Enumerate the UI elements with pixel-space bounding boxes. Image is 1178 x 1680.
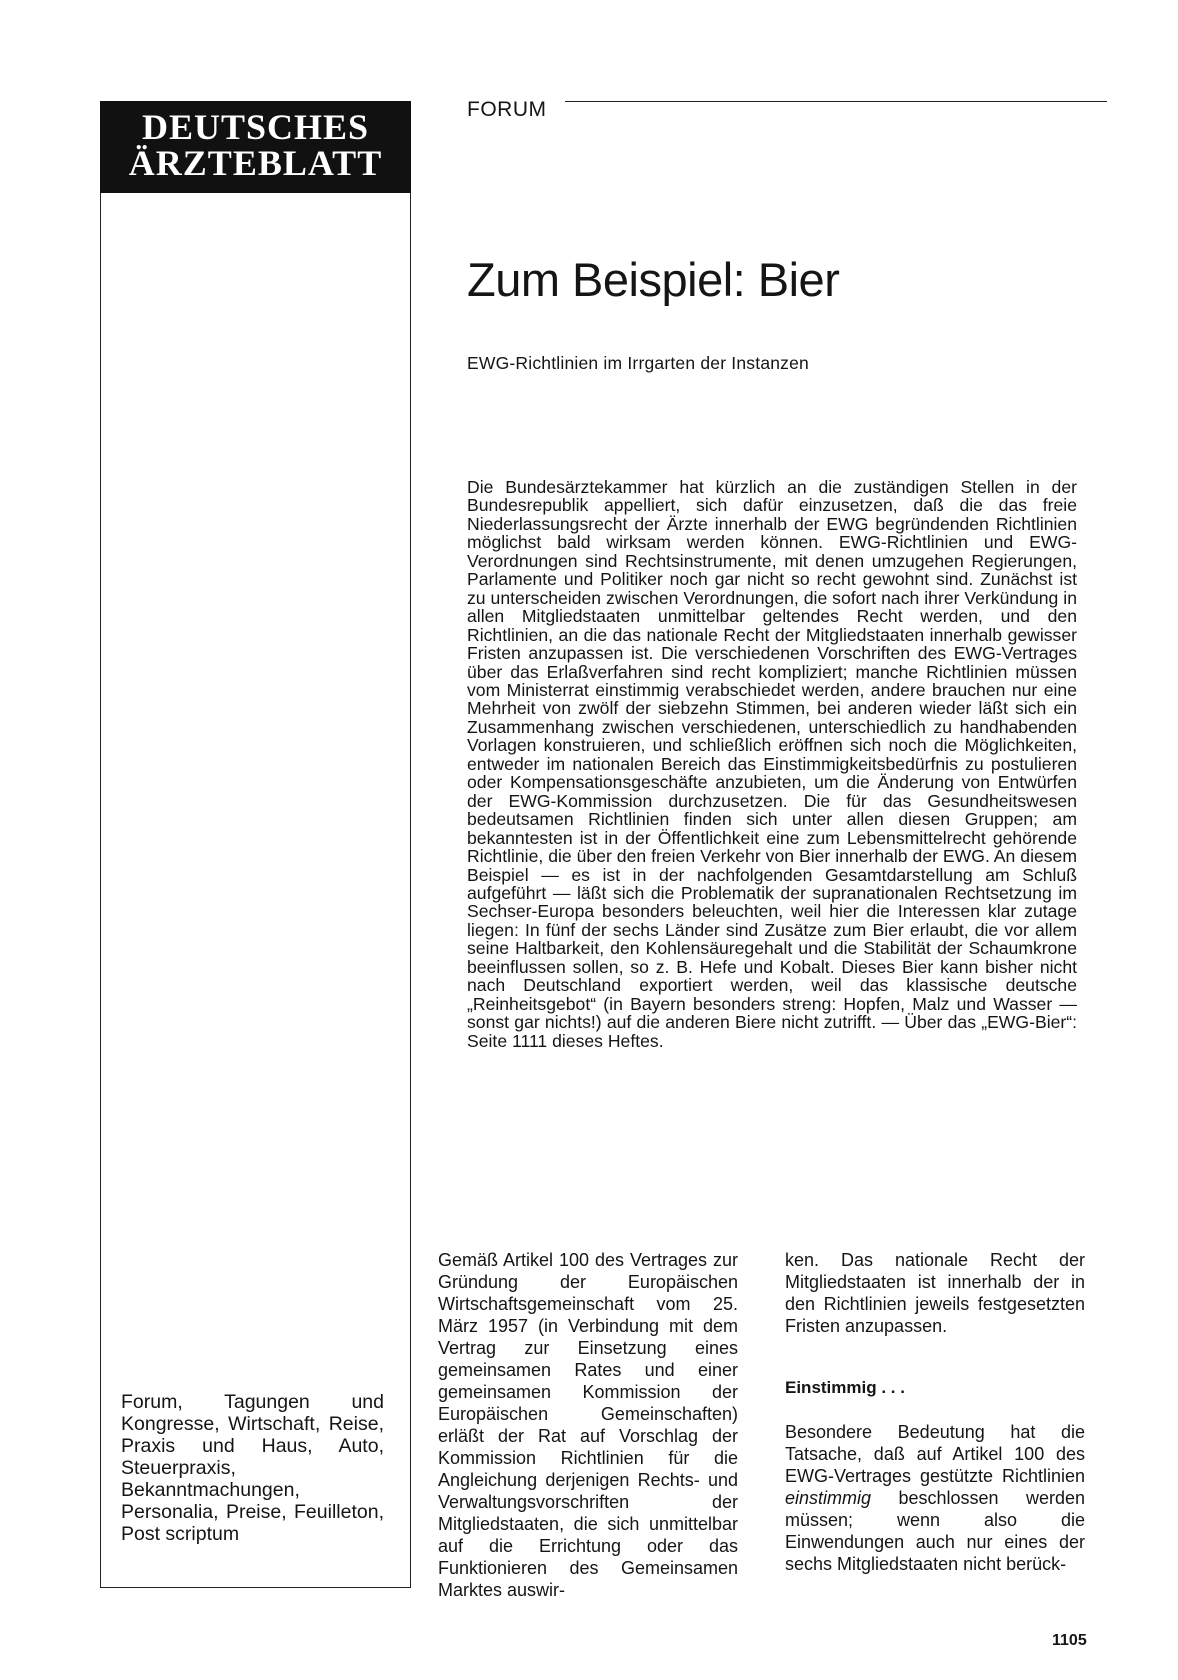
emphasis-text: einstimmig	[785, 1488, 872, 1508]
section-heading: Einstimmig . . .	[785, 1378, 905, 1397]
column-2-text-b: beschlossen werden müssen; wenn also die Einwendungen auch nur eines der sechs Mitgliedstaaten nicht berück-	[785, 1488, 1085, 1574]
page-number: 1105	[1052, 1632, 1087, 1649]
section-label: FORUM	[467, 98, 547, 121]
body-column-2	[785, 1249, 1085, 1575]
column-1-paragraph: Gemäß Artikel 100 des Vertrages zur Gründung der Europäischen Wirtschaftsgemeinschaft vom 25. März 1957 (in Verbindung mit dem Vertrag zur Einsetzung eines gemeinsamen Rates und einer gemeinsamen Kommission der Europäischen Gemeinschaften) erläßt der Rat auf Vorschlag der Kommission Richtlinien für die Angleichung derjenigen Rechts- und Verwaltungsvorschriften der Mitgliedstaaten, die sich unmittelbar auf die Errichtung oder das Funktionieren des Gemeinsamen Marktes auswir-	[438, 1250, 738, 1600]
article-title: Zum Beispiel: Bier	[467, 253, 840, 306]
column-2-paragraph-1: ken. Das nationale Recht der Mitgliedstaaten ist innerhalb der in den Richtlinien jeweils festgesetzten Fristen anzupassen.	[785, 1250, 1085, 1336]
article-subtitle: EWG-Richtlinien im Irrgarten der Instanzen	[467, 353, 809, 373]
masthead-logo	[100, 101, 411, 193]
body-column-1	[438, 1249, 738, 1601]
column-2-text-a: Besondere Bedeutung hat die Tatsache, daß auf Artikel 100 des EWG-Vertrages gestützte Richtlinien	[785, 1422, 1085, 1486]
column-2-paragraph-2	[785, 1421, 1085, 1575]
sidebar-frame	[100, 193, 411, 1588]
section-rule	[565, 101, 1107, 102]
article-lead: Die Bundesärztekammer hat kürzlich an die zuständigen Stellen in der Bundesrepublik appelliert, sich dafür einzusetzen, daß die das freie Niederlassungsrecht der Ärzte innerhalb der EWG begründenden Richtlinien möglichst bald wirksam werden können. EWG-Richtlinien und EWG-Verordnungen sind Rechtsinstrumente, mit denen umzugehen Regierungen, Parlamente und Politiker noch gar nicht so recht gewohnt sind. Zunächst ist zu unterscheiden zwischen Verordnungen, die sofort nach ihrer Verkündung in allen Mitgliedstaaten unmittelbar geltendes Recht werden, und den Richtlinien, an die das nationale Recht der Mitgliedstaaten innerhalb gewisser Fristen anzupassen ist. Die verschiedenen Vorschriften des EWG-Vertrages über das Erlaßverfahren sind recht kompliziert; manche Richtlinien müssen vom Ministerrat einstimmig verabschiedet werden, andere brauchen nur eine Mehrheit von zwölf der siebzehn Stimmen, bei anderen wieder läßt sich ein Zusammenhang zwischen verschiedenen, unterschiedlich zu handhabenden Vorlagen konstruieren, und schließlich eröffnen sich noch die Möglichkeiten, entweder im nationalen Bereich das Einstimmigkeitsbedürfnis zu postulieren oder Kompensationsgeschäfte anzubieten, um die Änderung von Entwürfen der EWG-Kommission durchzusetzen. Die für das Gesundheitswesen bedeutsamen Richtlinien finden sich unter allen diesen Gruppen; am bekanntesten ist in der Öffentlichkeit eine zum Lebensmittelrecht gehörende Richtlinie, die über den freien Verkehr von Bier innerhalb der EWG. An diesem Beispiel — es ist in der nachfolgenden Gesamtdarstellung am Schluß aufgeführt — läßt sich die Problematik der supranationalen Rechtsetzung im Sechser-Europa besonders beleuchten, weil hier die Interessen klar zutage liegen: In fünf der sechs Länder sind Zusätze zum Bier erlaubt, die vor allem seine Haltbarkeit, den Kohlensäuregehalt und die Stabilität der Schaumkrone beeinflussen sollen, so z. B. Hefe und Kobalt. Dieses Bier kann bisher nicht nach Deutschland exportiert werden, weil das klassische deutsche „Reinheitsgebot“ (in Bayern besonders streng: Hopfen, Malz und Wasser — sonst gar nichts!) auf die anderen Biere nicht zutrifft. — Über das „EWG-Bier“: Seite 1111 dieses Heftes.	[467, 477, 1077, 1051]
masthead-line-2: ÄRZTEBLATT	[128, 143, 383, 183]
masthead-line-1: DEUTSCHES	[141, 107, 370, 147]
sidebar-contents: Forum, Tagungen und Kongresse, Wirtschaft, Reise, Praxis und Haus, Auto, Steuerpraxis, Bekanntmachungen, Personalia, Preise, Feuilleton, Post scriptum	[121, 1391, 384, 1545]
